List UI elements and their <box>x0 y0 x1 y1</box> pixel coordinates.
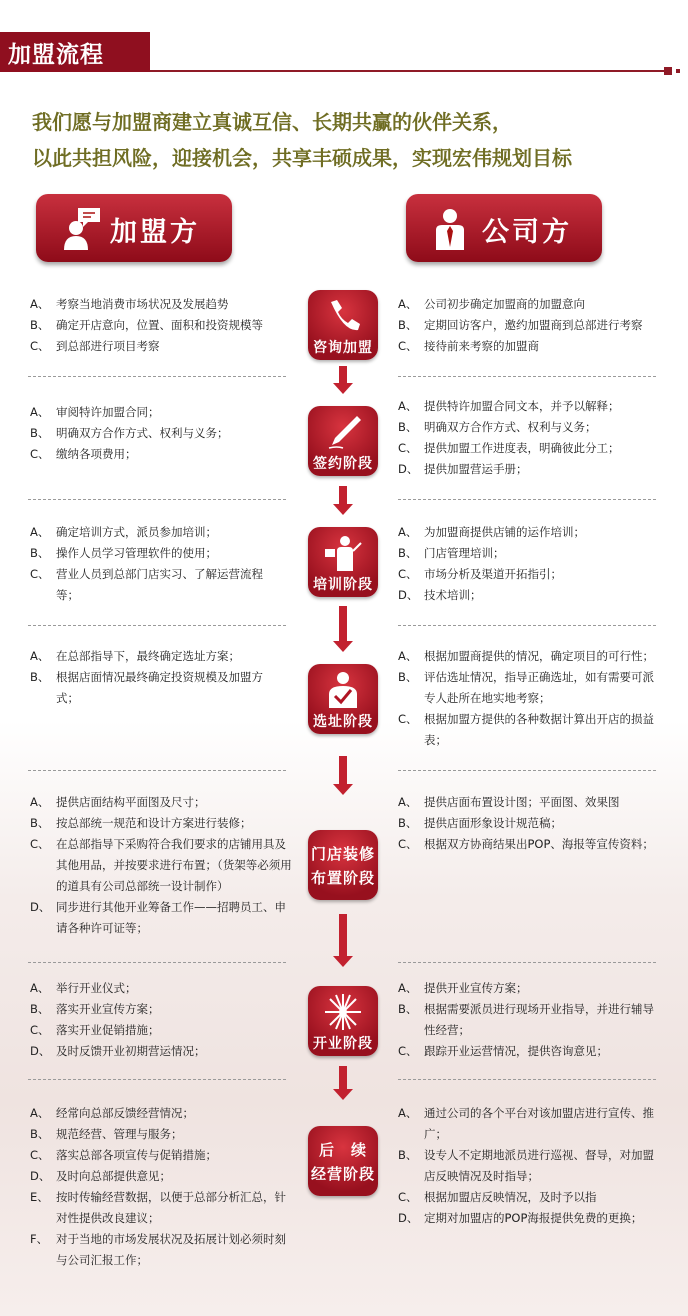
list-item: C、 提供加盟工作进度表，明确彼此分工； <box>398 441 620 455</box>
list-item: C、 到总部进行项目考察 <box>30 339 160 353</box>
list-item: B、 规范经营、管理与服务； <box>30 1127 183 1141</box>
pen-icon <box>323 412 363 452</box>
list-item: D、 定期对加盟店的POP海报提供免费的更换； <box>398 1211 643 1225</box>
stage-6-company-list <box>398 978 660 1062</box>
list-item: C、 接待前来考察的加盟商 <box>398 339 539 353</box>
list-item: A、 提供特许加盟合同文本，并予以解释； <box>398 399 620 413</box>
list-item: B、 根据需要派员进行现场开业指导，并进行辅导性经营； <box>398 1002 654 1037</box>
phone-icon <box>323 296 363 336</box>
list-item: A、 提供店面结构平面图及尺寸； <box>30 795 206 809</box>
flow-arrow <box>339 1066 347 1089</box>
list-item: C、 缴纳各项费用； <box>30 447 137 461</box>
separator <box>28 499 286 500</box>
company-label: 公司方 <box>482 217 572 248</box>
person-check-icon <box>323 670 363 710</box>
flow-arrow-head <box>333 784 353 795</box>
stage-name: 培训阶段 <box>313 577 373 593</box>
list-item: B、 根据店面情况最终确定投资规模及加盟方式； <box>30 670 263 705</box>
stage-7-company-list <box>398 1103 660 1229</box>
stage-store-setup <box>308 830 378 900</box>
stage-follow-up <box>308 1126 378 1196</box>
separator <box>398 376 656 377</box>
list-item: A、 举行开业仪式； <box>30 981 137 995</box>
stage-name: 咨询加盟 <box>313 340 373 356</box>
list-item: B、 操作人员学习管理软件的使用； <box>30 546 217 560</box>
fireworks-icon <box>323 992 363 1032</box>
stage-training <box>308 527 378 597</box>
list-item: A、 考察当地消费市场状况及发展趋势 <box>30 297 229 311</box>
flow-arrow <box>339 366 347 383</box>
company-header <box>406 194 602 262</box>
stage-name: 开业阶段 <box>313 1036 373 1052</box>
flow-arrow-head <box>333 1089 353 1100</box>
businessman-icon <box>428 206 472 250</box>
stage-2-franchisee-list <box>30 402 292 465</box>
stage-name-line-2: 布置阶段 <box>310 869 375 887</box>
flow-arrow-head <box>333 956 353 967</box>
stage-7-franchisee-list <box>30 1103 292 1271</box>
separator <box>28 962 286 963</box>
stage-6-franchisee-list <box>30 978 292 1062</box>
stage-name: 选址阶段 <box>313 714 373 730</box>
flow-arrow <box>339 756 347 784</box>
stage-3-company-list <box>398 522 660 606</box>
list-item: B、 确定开店意向，位置、面积和投资规模等 <box>30 318 263 332</box>
stage-1-franchisee-list <box>30 294 292 357</box>
list-item: C、 根据双方协商结果出POP、海报等宣传资料； <box>398 837 654 851</box>
list-item: C、 落实总部各项宣传与促销措施； <box>30 1148 217 1162</box>
list-item: B、 按总部统一规范和设计方案进行装修； <box>30 816 252 830</box>
list-item: B、 门店管理培训； <box>398 546 505 560</box>
separator <box>398 1079 656 1080</box>
intro-line-2: 以此共担风险，迎接机会，共享丰硕成果，实现宏伟规划目标 <box>32 146 572 170</box>
list-item: D、 同步进行其他开业筹备工作——招聘员工、申请各种许可证等； <box>30 900 286 935</box>
list-item: D、 及时向总部提供意见； <box>30 1169 171 1183</box>
stage-name-line-2: 经营阶段 <box>310 1165 375 1183</box>
separator <box>398 962 656 963</box>
list-item: E、 按时传输经营数据，以便于总部分析汇总，针对性提供改良建议； <box>30 1190 286 1225</box>
stage-opening <box>308 986 378 1056</box>
header-divider-dot <box>664 67 672 75</box>
separator <box>28 376 286 377</box>
list-item: C、 跟踪开业运营情况，提供咨询意见； <box>398 1044 608 1058</box>
list-item: C、 根据加盟店反映情况，及时予以指 <box>398 1190 597 1204</box>
stage-5-company-list <box>398 792 660 855</box>
list-item: B、 提供店面形象设计规范稿； <box>398 816 562 830</box>
list-item: A、 提供开业宣传方案； <box>398 981 528 995</box>
flow-arrow-head <box>333 383 353 394</box>
list-item: C、 在总部指导下采购符合我们要求的店铺用具及其他用品，并按要求进行布置；（货架等必须用的道具有公司总部统一设计制作） <box>30 837 292 893</box>
list-item: A、 根据加盟商提供的情况，确定项目的可行性； <box>398 649 654 663</box>
stage-5-franchisee-list <box>30 792 292 939</box>
flow-arrow <box>339 914 347 956</box>
list-item: A、 确定培训方式，派员参加培训； <box>30 525 217 539</box>
separator <box>398 499 656 500</box>
franchisee-label: 加盟方 <box>110 217 200 248</box>
stage-name-line-1: 门店装修 <box>310 845 375 863</box>
stage-1-company-list <box>398 294 660 357</box>
list-item: B、 定期回访客户，邀约加盟商到总部进行考察 <box>398 318 643 332</box>
list-item: B、 明确双方合作方式、权利与义务； <box>398 420 597 434</box>
list-item: F、 对于当地的市场发展状况及拓展计划必须时刻与公司汇报工作； <box>30 1232 286 1267</box>
list-item: C、 根据加盟方提供的各种数据计算出开店的损益表； <box>398 712 654 747</box>
list-item: B、 明确双方合作方式、权利与义务； <box>30 426 229 440</box>
separator <box>398 625 656 626</box>
header-divider <box>150 70 670 72</box>
list-item: B、 落实开业宣传方案； <box>30 1002 160 1016</box>
list-item: A、 公司初步确定加盟商的加盟意向 <box>398 297 585 311</box>
franchisee-header <box>36 194 232 262</box>
list-item: A、 经常向总部反馈经营情况； <box>30 1106 194 1120</box>
teacher-icon <box>323 533 363 573</box>
stage-2-company-list <box>398 396 660 480</box>
flow-arrow-head <box>333 504 353 515</box>
separator <box>398 770 656 771</box>
list-item: C、 落实开业促销措施； <box>30 1023 160 1037</box>
stage-4-company-list <box>398 646 660 751</box>
header-divider-dot <box>676 69 680 73</box>
flow-arrow-head <box>333 641 353 652</box>
intro-line-1: 我们愿与加盟商建立真诚互信、长期共赢的伙伴关系， <box>32 110 512 134</box>
separator <box>28 770 286 771</box>
flow-arrow <box>339 606 347 641</box>
flow-arrow <box>339 486 347 504</box>
separator <box>28 1079 286 1080</box>
list-item: A、 在总部指导下，最终确定选址方案； <box>30 649 240 663</box>
list-item: A、 通过公司的各个平台对该加盟店进行宣传、推广； <box>398 1106 654 1141</box>
list-item: B、 评估选址情况，指导正确选址，如有需要可派专人赴所在地实地考察； <box>398 670 654 705</box>
list-item: A、 审阅特许加盟合同； <box>30 405 160 419</box>
page-title: 加盟流程 <box>8 41 104 68</box>
page-title-tab <box>0 32 150 72</box>
speech-person-icon <box>58 206 102 250</box>
list-item: D、 及时反馈开业初期营运情况； <box>30 1044 206 1058</box>
stage-name-line-1: 后 续 <box>318 1141 367 1159</box>
stage-consult <box>308 290 378 360</box>
list-item: B、 设专人不定期地派员进行巡视、督导，对加盟店反映情况及时指导； <box>398 1148 654 1183</box>
list-item: D、 技术培训； <box>398 588 482 602</box>
list-item: D、 提供加盟营运手册； <box>398 462 528 476</box>
list-item: A、 为加盟商提供店铺的运作培训； <box>398 525 585 539</box>
list-item: C、 市场分析及渠道开拓指引； <box>398 567 562 581</box>
stage-name: 签约阶段 <box>313 456 373 472</box>
stage-contract <box>308 406 378 476</box>
stage-site-selection <box>308 664 378 734</box>
stage-4-franchisee-list <box>30 646 292 709</box>
list-item: A、 提供店面布置设计图；平面图、效果图 <box>398 795 620 809</box>
separator <box>28 625 286 626</box>
list-item: C、 营业人员到总部门店实习、了解运营流程等； <box>30 567 263 602</box>
stage-3-franchisee-list <box>30 522 292 606</box>
